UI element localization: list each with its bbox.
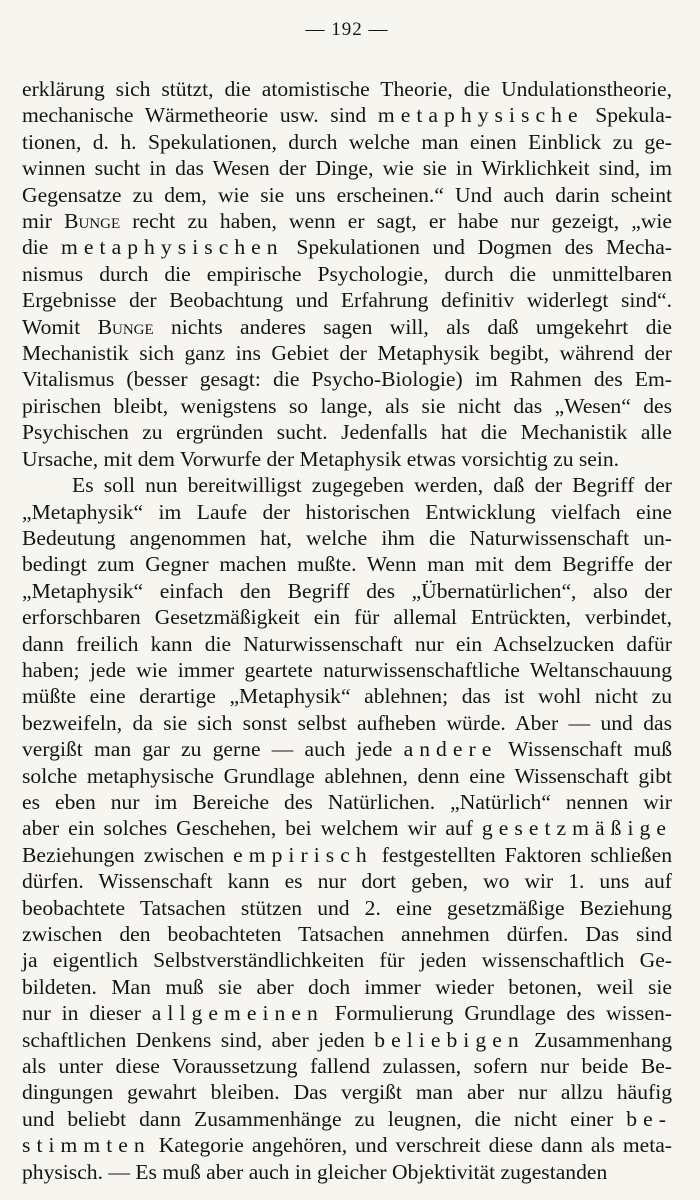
text-line: [22, 129, 672, 155]
text-segment: erklärung sich stützt, die atomistische Theorie, die Undulationstheorie,: [22, 77, 672, 101]
text-segment: tionen, d. h. Spekulationen, durch welche man einen Einblick zu ge-: [22, 129, 672, 154]
text-segment: mir: [22, 209, 65, 234]
text-segment: Kategorie angehören, und verschreit diese dann als meta-: [150, 1133, 672, 1158]
text-line: [22, 446, 672, 472]
text-segment: nur in dieser: [22, 1001, 152, 1026]
emphasized-text: empirisch: [233, 842, 373, 867]
text-segment: beobachtete Tatsachen stützen und 2. eine gesetzmäßige Beziehung: [22, 895, 672, 920]
text-segment: Spekula-: [583, 103, 672, 128]
text-segment: Ergebnisse der Beobachtung und Erfahrung definitiv widerlegt sind“.: [22, 288, 672, 313]
text-segment: Psychischen zu ergründen sucht. Jedenfalls hat die Mechanistik alle: [22, 420, 672, 445]
text-line: [22, 1159, 672, 1185]
text-line: [22, 393, 672, 419]
text-line: [22, 499, 672, 525]
text-segment: Zusammenhang: [524, 1027, 673, 1052]
text-segment: Mechanistik sich ganz ins Gebiet der Metaphysik begibt, während der: [22, 341, 672, 366]
text-line: [22, 1079, 672, 1105]
text-segment: Gegensatze zu dem, wie sie uns erscheinen.“ Und auch darin scheint: [22, 182, 672, 207]
text-line: [22, 842, 672, 868]
text-line: [22, 815, 672, 841]
emphasized-text: be-: [626, 1106, 672, 1131]
text-segment: Bedeutung angenommen hat, welche ihm die Naturwissenschaft un-: [22, 525, 672, 550]
text-segment: Vitalismus (besser gesagt: die Psycho-Biologie) im Rahmen des Em-: [22, 367, 672, 392]
text-line: [22, 261, 672, 287]
text-line: [22, 208, 672, 234]
text-line: [22, 578, 672, 604]
text-segment: festgestellten Faktoren schließen: [372, 842, 672, 867]
text-segment: dingungen gewahrt bleiben. Das vergißt man aber nur allzu häufig: [22, 1080, 672, 1105]
text-line: [22, 155, 672, 181]
text-line: [22, 1027, 672, 1053]
text-line: [22, 1132, 672, 1158]
text-line: [22, 1106, 672, 1132]
text-line: [22, 366, 672, 392]
paragraph: [22, 76, 672, 472]
text-line: [22, 76, 672, 102]
text-segment: Formulierung Grundlage des wissen-: [323, 1001, 673, 1026]
text-segment: bedingt zum Gegner machen mußte. Wenn man mit dem Begriffe der: [22, 552, 672, 577]
text-line: [22, 1053, 672, 1079]
text-segment: vergißt man gar zu gerne — auch jede: [22, 737, 404, 762]
emphasized-text: andere: [403, 737, 498, 762]
text-line: [22, 974, 672, 1000]
text-segment: dann freilich kann die Naturwissenschaft nur ein Achselzucken dafür: [22, 631, 672, 656]
text-segment: mechanische Wärmetheorie usw. sind: [22, 103, 378, 128]
text-segment: Ursache, mit dem Vorwurfe der Metaphysik etwas vorsichtig zu sein.: [22, 446, 620, 471]
text-segment: solche metaphysische Grundlage ablehnen, denn eine Wissenschaft gibt: [22, 763, 672, 788]
text-line: [22, 314, 672, 340]
text-segment: erforschbaren Gesetzmäßigkeit ein für allemal Entrückten, verbindet,: [22, 605, 672, 630]
text-line: [22, 234, 672, 260]
text-line: [22, 525, 672, 551]
emphasized-text: stimmten: [22, 1133, 151, 1158]
text-line: [22, 921, 672, 947]
text-segment: die: [22, 235, 62, 260]
text-segment: haben; jede wie immer geartete naturwissenschaftliche Weltanschauung: [22, 657, 672, 682]
text-segment: bezweifeln, da sie sich sonst selbst aufheben würde. Aber — und das: [22, 710, 672, 735]
text-segment: müßte eine derartige „Metaphysik“ ablehnen; das ist wohl nicht zu: [22, 684, 672, 709]
text-line: [22, 182, 672, 208]
text-line: [22, 736, 672, 762]
text-segment: zwischen den beobachteten Tatsachen annehmen dürfen. Das sind: [22, 922, 672, 946]
text-line: [22, 763, 672, 789]
author-name: Bunge: [64, 209, 121, 234]
emphasized-text: allgemeinen: [151, 1001, 324, 1026]
text-segment: Wissenschaft muß: [497, 737, 672, 762]
text-line: [22, 683, 672, 709]
text-segment: Beziehungen zwischen: [22, 842, 234, 867]
text-line: [22, 895, 672, 921]
text-segment: physisch. — Es muß aber auch in gleicher Objektivität zugestanden: [22, 1159, 608, 1184]
author-name: Bunge: [97, 314, 154, 339]
text-segment: pirischen bleibt, wenigstens so lange, als sie nicht das „Wesen“ des: [22, 393, 672, 418]
text-line: [22, 947, 672, 973]
text-line: [22, 551, 672, 577]
text-segment: winnen sucht in das Wesen der Dinge, wie sie in Wirklichkeit sind, im: [22, 156, 672, 181]
text-line: [22, 1000, 672, 1026]
text-segment: nichts anderes sagen will, als daß umgekehrt die: [153, 314, 672, 339]
text-line: [22, 631, 672, 657]
text-segment: recht zu haben, wenn er sagt, er habe nur gezeigt, „wie: [120, 209, 672, 234]
text-segment: schaftlichen Denkens sind, aber jeden: [22, 1027, 375, 1052]
paragraph: [22, 472, 672, 1185]
text-segment: Es soll nun bereitwilligst zugegeben werden, daß der Begriff der: [72, 473, 672, 498]
text-segment: „Metaphysik“ einfach den Begriff des „Übernatürlichen“, also der: [22, 578, 672, 603]
page-number: — 192 —: [305, 19, 389, 40]
text-line: [22, 102, 672, 128]
emphasized-text: gesetzmäßige: [481, 816, 672, 841]
text-segment: bildeten. Man muß sie aber doch immer wieder betonen, weil sie: [22, 974, 672, 999]
text-line: [22, 287, 672, 313]
text-line: [22, 868, 672, 894]
text-line: [22, 710, 672, 736]
text-segment: „Metaphysik“ im Laufe der historischen Entwicklung vielfach eine: [22, 499, 672, 524]
text-segment: es eben nur im Bereiche des Natürlichen. „Natürlich“ nennen wir: [22, 789, 672, 814]
text-segment: ja eigentlich Selbstverständlichkeiten für jeden wissenschaftlich Ge-: [22, 948, 672, 973]
text-line: [22, 657, 672, 683]
text-segment: Womit: [22, 314, 98, 339]
text-segment: und beliebt dann Zusammenhänge zu leugnen, die nicht einer: [22, 1106, 627, 1131]
emphasized-text: metaphysischen: [61, 235, 284, 260]
text-segment: als unter diese Voraussetzung fallend zulassen, sofern nur beide Be-: [22, 1054, 672, 1079]
text-line: [22, 472, 672, 498]
body-text: [22, 76, 672, 1185]
text-segment: Spekulationen und Dogmen des Mecha-: [283, 235, 672, 260]
text-segment: nismus durch die empirische Psychologie, durch die unmittelbaren: [22, 261, 672, 286]
text-line: [22, 340, 672, 366]
text-segment: dürfen. Wissenschaft kann es nur dort geben, wo wir 1. uns auf: [22, 869, 672, 894]
text-segment: aber ein solches Geschehen, bei welchem wir auf: [22, 816, 482, 841]
emphasized-text: metaphysische: [377, 103, 584, 128]
text-line: [22, 789, 672, 815]
text-line: [22, 419, 672, 445]
emphasized-text: beliebigen: [374, 1027, 525, 1052]
text-line: [22, 604, 672, 630]
